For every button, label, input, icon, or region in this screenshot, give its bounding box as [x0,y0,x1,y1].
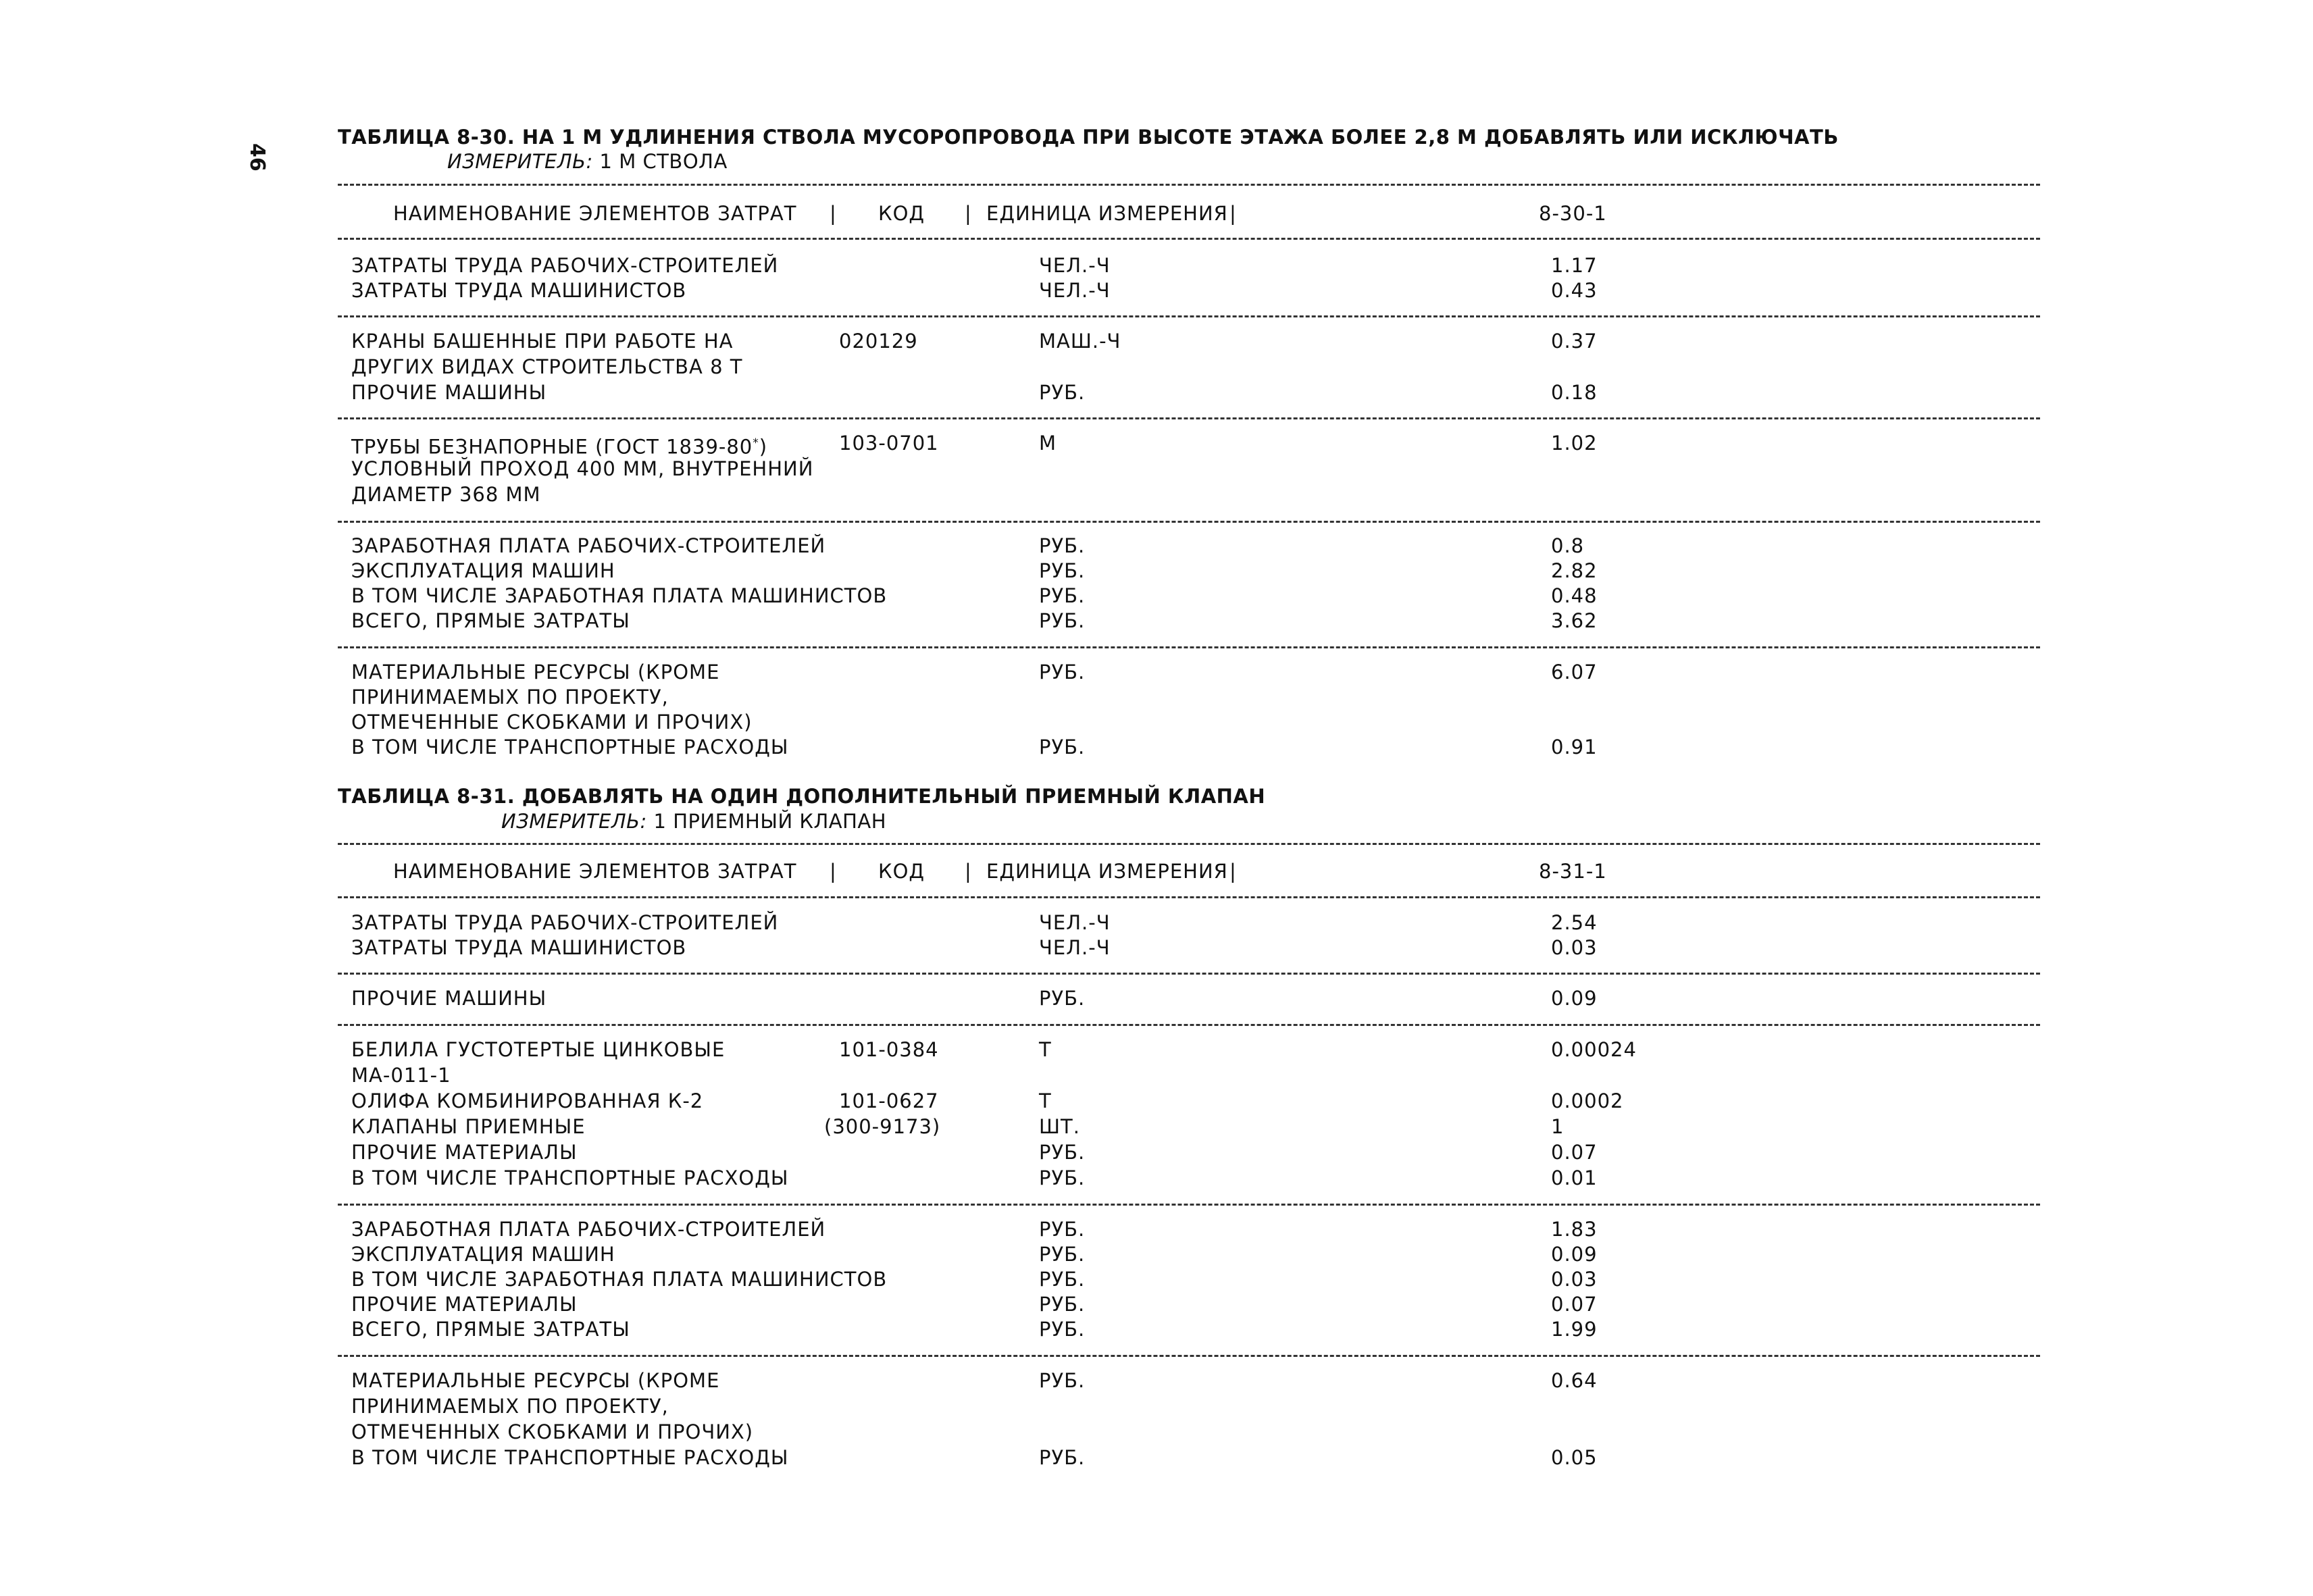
table2-measure [501,810,886,833]
row-name: ДРУГИХ ВИДАХ СТРОИТЕЛЬСТВА 8 Т [351,355,743,378]
divider [338,973,2040,975]
header-separator: | [1229,860,1237,883]
row-name: МАТЕРИАЛЬНЫЕ РЕСУРСЫ (КРОМЕ [351,661,720,684]
row-name: ПРОЧИЕ МАШИНЫ [351,381,547,404]
table1-title: ТАБЛИЦА 8-30. НА 1 М УДЛИНЕНИЯ СТВОЛА МУСОРОПРОВОДА ПРИ ВЫСОТЕ ЭТАЖА БОЛЕЕ 2,8 М ДОБАВЛЯТЬ ИЛИ ИСКЛЮЧАТЬ [338,126,1839,149]
divider [338,1355,2040,1357]
row-unit: М [1039,432,1057,455]
row-value: 0.01 [1551,1166,1598,1189]
table2-header-name: НАИМЕНОВАНИЕ ЭЛЕМЕНТОВ ЗАТРАТ [393,860,797,883]
row-value: 1.17 [1551,254,1598,277]
header-separator: | [830,860,837,883]
table2-title: ТАБЛИЦА 8-31. ДОБАВЛЯТЬ НА ОДИН ДОПОЛНИТЕЛЬНЫЙ ПРИЕМНЫЙ КЛАПАН [338,785,1266,808]
row-name: ЗАРАБОТНАЯ ПЛАТА РАБОЧИХ-СТРОИТЕЛЕЙ [351,1218,826,1241]
table2-measure-value: 1 ПРИЕМНЫЙ КЛАПАН [653,810,887,833]
header-separator: | [1229,202,1237,225]
row-name: ВСЕГО, ПРЯМЫЕ ЗАТРАТЫ [351,1318,630,1341]
row-value: 1 [1551,1115,1565,1138]
row-unit: ШТ. [1039,1115,1080,1138]
row-name: ЗАРАБОТНАЯ ПЛАТА РАБОЧИХ-СТРОИТЕЛЕЙ [351,534,826,557]
row-name: БЕЛИЛА ГУСТОТЕРТЫЕ ЦИНКОВЫЕ [351,1038,726,1061]
row-unit: РУБ. [1039,534,1086,557]
table1-header-col: 8-30-1 [1539,202,1607,225]
row-value: 0.91 [1551,736,1598,758]
row-name: КЛАПАНЫ ПРИЕМНЫЕ [351,1115,586,1138]
row-name: ЭКСПЛУАТАЦИЯ МАШИН [351,1243,615,1266]
table2-header-code: КОД [878,860,925,883]
row-value: 0.48 [1551,584,1598,607]
row-value: 2.82 [1551,559,1598,582]
table2-header-unit: ЕДИНИЦА ИЗМЕРЕНИЯ [986,860,1228,883]
row-value: 0.0002 [1551,1089,1624,1112]
row-name: ПРОЧИЕ МАШИНЫ [351,987,547,1010]
divider [338,646,2040,648]
table1-measure-value: 1 М СТВОЛА [599,150,728,173]
row-value: 2.54 [1551,911,1598,934]
row-value: 0.07 [1551,1293,1598,1316]
row-value: 0.00024 [1551,1038,1637,1061]
table1-measure-label: ИЗМЕРИТЕЛЬ: [447,150,593,173]
row-unit: РУБ. [1039,1166,1086,1189]
row-unit: РУБ. [1039,381,1086,404]
row-name: В ТОМ ЧИСЛЕ ЗАРАБОТНАЯ ПЛАТА МАШИНИСТОВ [351,584,888,607]
divider [338,417,2040,419]
row-name [351,431,767,460]
row-name: ЗАТРАТЫ ТРУДА РАБОЧИХ-СТРОИТЕЛЕЙ [351,911,779,934]
table1-header-name: НАИМЕНОВАНИЕ ЭЛЕМЕНТОВ ЗАТРАТ [393,202,797,225]
row-unit: РУБ. [1039,661,1086,684]
row-unit: Т [1039,1089,1052,1112]
row-value: 0.07 [1551,1141,1598,1164]
row-unit: МАШ.-Ч [1039,330,1121,353]
divider [338,315,2040,317]
row-name: В ТОМ ЧИСЛЕ ЗАРАБОТНАЯ ПЛАТА МАШИНИСТОВ [351,1268,888,1291]
row-unit: Т [1039,1038,1052,1061]
footnote-mark: * [753,436,759,450]
row-unit: РУБ. [1039,609,1086,632]
table2-header-col: 8-31-1 [1539,860,1607,883]
header-separator: | [965,860,972,883]
table1-measure [447,150,728,173]
table2-measure-label: ИЗМЕРИТЕЛЬ: [501,810,647,833]
row-value: 0.05 [1551,1446,1598,1469]
row-name: УСЛОВНЫЙ ПРОХОД 400 ММ, ВНУТРЕННИЙ [351,457,814,480]
header-separator: | [965,202,972,225]
divider [338,521,2040,523]
row-code: 103-0701 [839,432,939,455]
row-unit: РУБ. [1039,1141,1086,1164]
row-name: ЗАТРАТЫ ТРУДА МАШИНИСТОВ [351,936,687,959]
divider [338,238,2040,240]
row-name: ЗАТРАТЫ ТРУДА МАШИНИСТОВ [351,279,687,302]
row-unit: РУБ. [1039,559,1086,582]
row-name: В ТОМ ЧИСЛЕ ТРАНСПОРТНЫЕ РАСХОДЫ [351,1166,789,1189]
row-value: 0.09 [1551,987,1598,1010]
row-name: ЗАТРАТЫ ТРУДА РАБОЧИХ-СТРОИТЕЛЕЙ [351,254,779,277]
row-unit: РУБ. [1039,987,1086,1010]
table1-header-code: КОД [878,202,925,225]
row-value: 0.8 [1551,534,1585,557]
row-unit: РУБ. [1039,1243,1086,1266]
row-value: 1.02 [1551,432,1598,455]
row-value: 0.37 [1551,330,1598,353]
row-code: 020129 [839,330,918,353]
row-name: ВСЕГО, ПРЯМЫЕ ЗАТРАТЫ [351,609,630,632]
divider [338,184,2040,186]
row-name: ОЛИФА КОМБИНИРОВАННАЯ К-2 [351,1089,704,1112]
row-name: ПРИНИМАЕМЫХ ПО ПРОЕКТУ, [351,686,669,709]
row-value: 0.03 [1551,1268,1598,1291]
row-code: (300-9173) [824,1115,941,1138]
row-value: 0.43 [1551,279,1598,302]
divider [338,1024,2040,1026]
divider [338,1204,2040,1206]
row-name-end: ) [759,435,768,459]
row-name-text: ТРУБЫ БЕЗНАПОРНЫЕ (ГОСТ 1839-80 [351,435,753,459]
row-unit: ЧЕЛ.-Ч [1039,911,1111,934]
row-name: ОТМЕЧЕННЫХ СКОБКАМИ И ПРОЧИХ) [351,1420,754,1443]
row-value: 3.62 [1551,609,1598,632]
row-name: ДИАМЕТР 368 ММ [351,483,541,506]
row-value: 6.07 [1551,661,1598,684]
row-code: 101-0627 [839,1089,939,1112]
row-value: 1.99 [1551,1318,1598,1341]
row-value: 1.83 [1551,1218,1598,1241]
row-unit: РУБ. [1039,1369,1086,1392]
row-unit: РУБ. [1039,736,1086,758]
header-separator: | [830,202,837,225]
row-value: 0.09 [1551,1243,1598,1266]
row-name: В ТОМ ЧИСЛЕ ТРАНСПОРТНЫЕ РАСХОДЫ [351,736,789,758]
row-unit: РУБ. [1039,1293,1086,1316]
row-unit: ЧЕЛ.-Ч [1039,936,1111,959]
row-name: ЭКСПЛУАТАЦИЯ МАШИН [351,559,615,582]
row-value: 0.64 [1551,1369,1598,1392]
row-name: В ТОМ ЧИСЛЕ ТРАНСПОРТНЫЕ РАСХОДЫ [351,1446,789,1469]
row-name: МА-011-1 [351,1064,451,1087]
row-unit: РУБ. [1039,584,1086,607]
row-value: 0.18 [1551,381,1598,404]
row-name: ПРОЧИЕ МАТЕРИАЛЫ [351,1293,578,1316]
row-name: МАТЕРИАЛЬНЫЕ РЕСУРСЫ (КРОМЕ [351,1369,720,1392]
row-name: ОТМЕЧЕННЫЕ СКОБКАМИ И ПРОЧИХ) [351,711,753,733]
page-number: 46 [245,143,269,172]
row-unit: ЧЕЛ.-Ч [1039,279,1111,302]
row-name: ПРИНИМАЕМЫХ ПО ПРОЕКТУ, [351,1395,669,1418]
row-code: 101-0384 [839,1038,939,1061]
row-unit: РУБ. [1039,1446,1086,1469]
row-unit: РУБ. [1039,1268,1086,1291]
row-name: ПРОЧИЕ МАТЕРИАЛЫ [351,1141,578,1164]
row-unit: РУБ. [1039,1218,1086,1241]
row-value: 0.03 [1551,936,1598,959]
table1-header-unit: ЕДИНИЦА ИЗМЕРЕНИЯ [986,202,1228,225]
row-unit: РУБ. [1039,1318,1086,1341]
divider [338,843,2040,845]
divider [338,896,2040,898]
row-unit: ЧЕЛ.-Ч [1039,254,1111,277]
row-name: КРАНЫ БАШЕННЫЕ ПРИ РАБОТЕ НА [351,330,734,353]
